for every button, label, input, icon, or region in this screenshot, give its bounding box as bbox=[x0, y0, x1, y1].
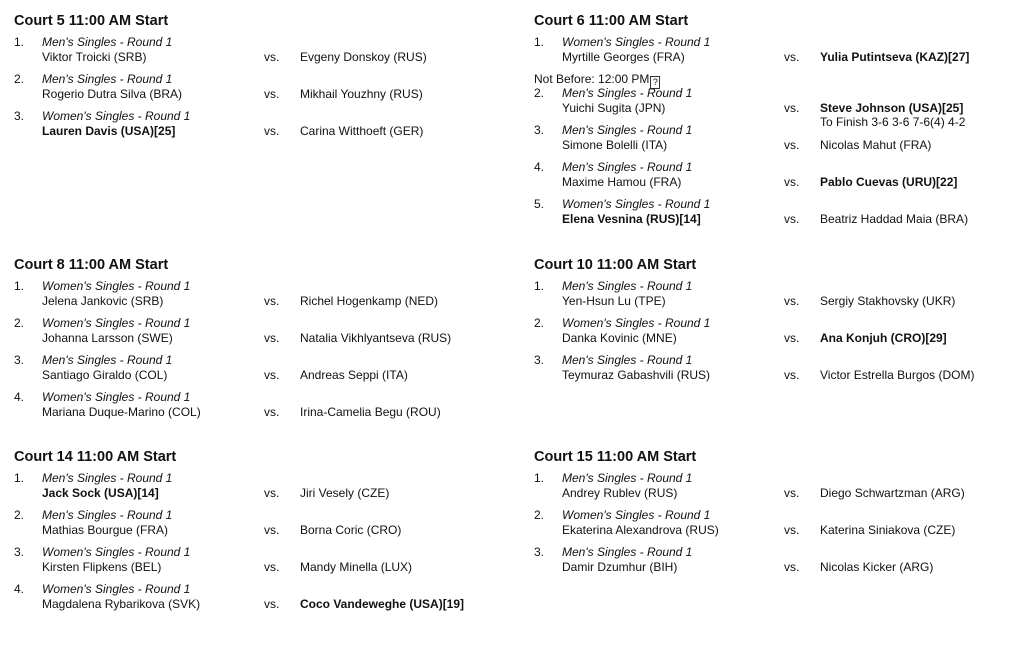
player-1: Lauren Davis (USA)[25] bbox=[42, 124, 176, 138]
court-6-block bbox=[534, 13, 1014, 234]
player-1: Teymuraz Gabashvili (RUS) bbox=[562, 368, 711, 382]
match-number: 2. bbox=[14, 316, 25, 330]
player-1: Ekaterina Alexandrova (RUS) bbox=[562, 523, 719, 537]
court-title: Court 6 11:00 AM Start bbox=[534, 13, 689, 29]
versus-label: vs. bbox=[784, 560, 800, 574]
player-1: Maxime Hamou (FRA) bbox=[562, 175, 682, 189]
match-number: 1. bbox=[14, 471, 25, 485]
player-1: Mariana Duque-Marino (COL) bbox=[42, 405, 201, 419]
player-2: Borna Coric (CRO) bbox=[300, 523, 402, 537]
match-row bbox=[14, 582, 494, 619]
versus-label: vs. bbox=[264, 50, 280, 64]
versus-label: vs. bbox=[784, 331, 800, 345]
match-event: Women's Singles - Round 1 bbox=[562, 35, 711, 49]
match-number: 2. bbox=[534, 86, 545, 100]
match-event: Men's Singles - Round 1 bbox=[42, 508, 173, 522]
versus-label: vs. bbox=[264, 368, 280, 382]
unknown-glyph-box: ? bbox=[650, 76, 660, 89]
match-event: Men's Singles - Round 1 bbox=[562, 545, 693, 559]
match-event: Men's Singles - Round 1 bbox=[42, 72, 173, 86]
player-2: Andreas Seppi (ITA) bbox=[300, 368, 408, 382]
court-title: Court 8 11:00 AM Start bbox=[14, 257, 169, 273]
versus-label: vs. bbox=[264, 331, 280, 345]
match-number: 3. bbox=[14, 545, 25, 559]
versus-label: vs. bbox=[784, 368, 800, 382]
player-1: Simone Bolelli (ITA) bbox=[562, 138, 668, 152]
match-event: Women's Singles - Round 1 bbox=[42, 545, 191, 559]
player-2: Carina Witthoeft (GER) bbox=[300, 124, 424, 138]
not-before-text: Not Before: 12:00 PM bbox=[534, 72, 650, 86]
match-row bbox=[14, 508, 494, 545]
court-15-block bbox=[534, 449, 1014, 582]
player-1: Jelena Jankovic (SRB) bbox=[42, 294, 164, 308]
match-event: Men's Singles - Round 1 bbox=[42, 471, 173, 485]
versus-label: vs. bbox=[784, 523, 800, 537]
player-2: Diego Schwartzman (ARG) bbox=[820, 486, 965, 500]
player-1: Kirsten Flipkens (BEL) bbox=[42, 560, 162, 574]
versus-label: vs. bbox=[784, 294, 800, 308]
match-event: Women's Singles - Round 1 bbox=[42, 109, 191, 123]
player-2: Victor Estrella Burgos (DOM) bbox=[820, 368, 975, 382]
match-event: Men's Singles - Round 1 bbox=[562, 279, 693, 293]
court-5-block bbox=[14, 13, 494, 146]
match-number: 3. bbox=[14, 109, 25, 123]
match-number: 4. bbox=[14, 390, 25, 404]
player-2: Ana Konjuh (CRO)[29] bbox=[820, 331, 947, 345]
match-event: Women's Singles - Round 1 bbox=[562, 508, 711, 522]
player-2: Sergiy Stakhovsky (UKR) bbox=[820, 294, 956, 308]
score-note: To Finish 3-6 3-6 7-6(4) 4-2 bbox=[820, 115, 966, 129]
match-number: 3. bbox=[534, 123, 545, 137]
match-event: Men's Singles - Round 1 bbox=[562, 353, 693, 367]
versus-label: vs. bbox=[264, 405, 280, 419]
player-2: Irina-Camelia Begu (ROU) bbox=[300, 405, 441, 419]
versus-label: vs. bbox=[784, 175, 800, 189]
player-2: Nicolas Kicker (ARG) bbox=[820, 560, 934, 574]
player-2: Natalia Vikhlyantseva (RUS) bbox=[300, 331, 452, 345]
match-row bbox=[534, 316, 1014, 353]
player-2: Nicolas Mahut (FRA) bbox=[820, 138, 932, 152]
match-event: Women's Singles - Round 1 bbox=[42, 279, 191, 293]
match-row bbox=[14, 279, 494, 316]
match-row bbox=[534, 86, 1014, 129]
player-1: Andrey Rublev (RUS) bbox=[562, 486, 678, 500]
match-row bbox=[534, 353, 1014, 390]
court-14-block bbox=[14, 449, 494, 619]
player-2: Steve Johnson (USA)[25] bbox=[820, 101, 964, 115]
match-number: 4. bbox=[14, 582, 25, 596]
versus-label: vs. bbox=[784, 486, 800, 500]
court-title: Court 5 11:00 AM Start bbox=[14, 13, 169, 29]
match-row bbox=[14, 353, 494, 390]
versus-label: vs. bbox=[264, 560, 280, 574]
match-event: Men's Singles - Round 1 bbox=[562, 160, 693, 174]
match-number: 1. bbox=[14, 35, 25, 49]
versus-label: vs. bbox=[264, 294, 280, 308]
match-number: 2. bbox=[534, 508, 545, 522]
player-1: Rogerio Dutra Silva (BRA) bbox=[42, 87, 183, 101]
match-number: 1. bbox=[534, 279, 545, 293]
match-event: Women's Singles - Round 1 bbox=[42, 390, 191, 404]
versus-label: vs. bbox=[264, 523, 280, 537]
match-event: Men's Singles - Round 1 bbox=[562, 86, 693, 100]
player-1: Viktor Troicki (SRB) bbox=[42, 50, 147, 64]
player-1: Magdalena Rybarikova (SVK) bbox=[42, 597, 201, 611]
match-event: Women's Singles - Round 1 bbox=[42, 582, 191, 596]
player-2: Yulia Putintseva (KAZ)[27] bbox=[820, 50, 970, 64]
match-number: 4. bbox=[534, 160, 545, 174]
player-2: Pablo Cuevas (URU)[22] bbox=[820, 175, 958, 189]
match-number: 1. bbox=[534, 35, 545, 49]
player-1: Mathias Bourgue (FRA) bbox=[42, 523, 169, 537]
match-event: Men's Singles - Round 1 bbox=[42, 353, 173, 367]
match-event: Women's Singles - Round 1 bbox=[42, 316, 191, 330]
player-2: Katerina Siniakova (CZE) bbox=[820, 523, 956, 537]
match-row bbox=[534, 471, 1014, 508]
versus-label: vs. bbox=[264, 486, 280, 500]
versus-label: vs. bbox=[784, 50, 800, 64]
match-row bbox=[14, 316, 494, 353]
versus-label: vs. bbox=[264, 87, 280, 101]
court-title: Court 15 11:00 AM Start bbox=[534, 449, 697, 465]
court-8-block bbox=[14, 257, 494, 427]
match-row bbox=[14, 471, 494, 508]
match-number: 1. bbox=[534, 471, 545, 485]
match-row bbox=[14, 72, 494, 109]
match-row bbox=[14, 35, 494, 72]
match-number: 3. bbox=[534, 353, 545, 367]
match-event: Men's Singles - Round 1 bbox=[562, 123, 693, 137]
match-row bbox=[534, 279, 1014, 316]
court-title: Court 14 11:00 AM Start bbox=[14, 449, 177, 465]
match-number: 5. bbox=[534, 197, 545, 211]
match-row bbox=[534, 160, 1014, 197]
player-1: Yuichi Sugita (JPN) bbox=[562, 101, 666, 115]
player-1: Myrtille Georges (FRA) bbox=[562, 50, 685, 64]
player-1: Johanna Larsson (SWE) bbox=[42, 331, 173, 345]
match-number: 1. bbox=[14, 279, 25, 293]
match-row bbox=[534, 545, 1014, 582]
match-row bbox=[14, 545, 494, 582]
match-event: Women's Singles - Round 1 bbox=[562, 316, 711, 330]
player-2: Richel Hogenkamp (NED) bbox=[300, 294, 439, 308]
player-1: Santiago Giraldo (COL) bbox=[42, 368, 168, 382]
player-1: Danka Kovinic (MNE) bbox=[562, 331, 677, 345]
match-number: 2. bbox=[534, 316, 545, 330]
match-row bbox=[14, 109, 494, 146]
match-number: 2. bbox=[14, 72, 25, 86]
match-number: 3. bbox=[534, 545, 545, 559]
player-1: Yen-Hsun Lu (TPE) bbox=[562, 294, 666, 308]
player-2: Coco Vandeweghe (USA)[19] bbox=[300, 597, 465, 611]
match-row bbox=[534, 197, 1014, 234]
player-2: Mandy Minella (LUX) bbox=[300, 560, 413, 574]
match-row bbox=[534, 508, 1014, 545]
player-1: Elena Vesnina (RUS)[14] bbox=[562, 212, 701, 226]
match-event: Women's Singles - Round 1 bbox=[562, 197, 711, 211]
player-2: Evgeny Donskoy (RUS) bbox=[300, 50, 427, 64]
player-1: Jack Sock (USA)[14] bbox=[42, 486, 159, 500]
not-before-note bbox=[534, 72, 1014, 86]
versus-label: vs. bbox=[784, 138, 800, 152]
versus-label: vs. bbox=[264, 597, 280, 611]
versus-label: vs. bbox=[264, 124, 280, 138]
player-2: Mikhail Youzhny (RUS) bbox=[300, 87, 423, 101]
match-event: Men's Singles - Round 1 bbox=[562, 471, 693, 485]
match-event: Men's Singles - Round 1 bbox=[42, 35, 173, 49]
versus-label: vs. bbox=[784, 212, 800, 226]
match-row bbox=[534, 35, 1014, 72]
player-1: Damir Dzumhur (BIH) bbox=[562, 560, 678, 574]
match-number: 2. bbox=[14, 508, 25, 522]
match-row bbox=[14, 390, 494, 427]
match-number: 3. bbox=[14, 353, 25, 367]
player-2: Jiri Vesely (CZE) bbox=[300, 486, 390, 500]
match-row bbox=[534, 123, 1014, 160]
player-2: Beatriz Haddad Maia (BRA) bbox=[820, 212, 969, 226]
court-10-block bbox=[534, 257, 1014, 390]
versus-label: vs. bbox=[784, 101, 800, 115]
court-title: Court 10 11:00 AM Start bbox=[534, 257, 697, 273]
